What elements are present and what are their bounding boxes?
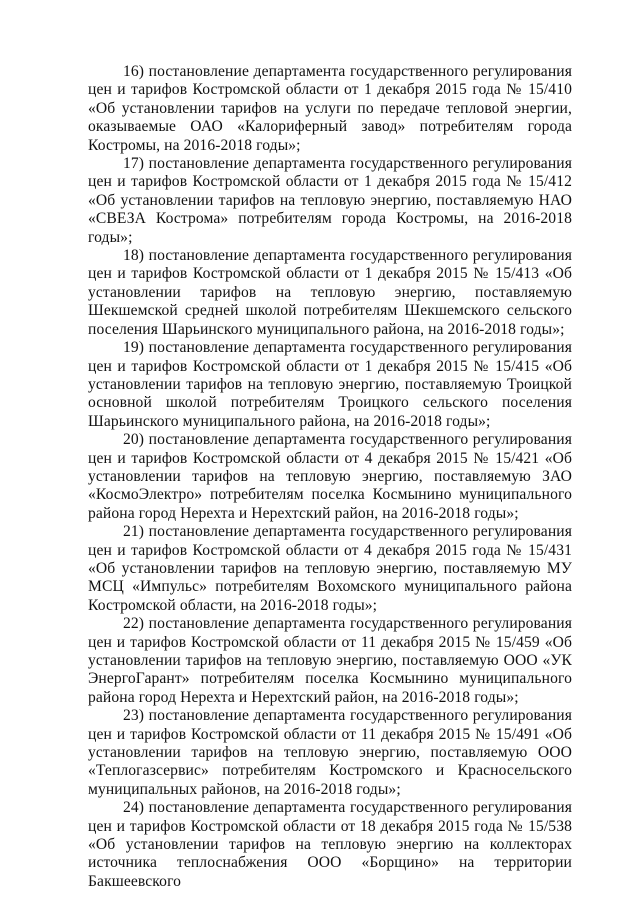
paragraph-item-21: 21) постановление департамента государственного регулирования цен и тарифов Костромской области от 4 декабря 2015 года № 15/431 «Об установлении тарифов на тепловую энергию, поставляемую МУ МСЦ «Импульс» потребителям Вохомского муниципального района Костромской области, на 2016-2018 годы»;: [88, 523, 572, 614]
document-page: [88, 63, 572, 891]
paragraph-item-18: 18) постановление департамента государственного регулирования цен и тарифов Костромской области от 1 декабря 2015 № 15/413 «Об установлении тарифов на тепловую энергию, поставляемую Шекшемской средней школой потребителям Шекшемского сельского поселения Шарьинского муниципального района, на 2016-2018 годы»;: [88, 247, 572, 338]
paragraph-item-19: 19) постановление департамента государственного регулирования цен и тарифов Костромской области от 1 декабря 2015 № 15/415 «Об установлении тарифов на тепловую энергию, поставляемую Троицкой основной школой потребителям Троицкого сельского поселения Шарьинского муниципального района, на 2016-2018 годы»;: [88, 339, 572, 430]
paragraph-item-16: 16) постановление департамента государственного регулирования цен и тарифов Костромской области от 1 декабря 2015 года № 15/410 «Об установлении тарифов на услуги по передаче тепловой энергии, оказываемые ОАО «Калориферный завод» потребителям города Костромы, на 2016-2018 годы»;: [88, 63, 572, 154]
paragraph-item-20: 20) постановление департамента государственного регулирования цен и тарифов Костромской области от 4 декабря 2015 № 15/421 «Об установлении тарифов на тепловую энергию, поставляемую ЗАО «КосмоЭлектро» потребителям поселка Космынино муниципального района город Нерехта и Нерехтский район, на 2016-2018 годы»;: [88, 431, 572, 522]
paragraph-item-17: 17) постановление департамента государственного регулирования цен и тарифов Костромской области от 1 декабря 2015 года № 15/412 «Об установлении тарифов на тепловую энергию, поставляемую НАО «СВЕЗА Кострома» потребителям города Костромы, на 2016-2018 годы»;: [88, 155, 572, 246]
paragraph-item-24: 24) постановление департамента государственного регулирования цен и тарифов Костромской области от 18 декабря 2015 года № 15/538 «Об установлении тарифов на тепловую энергию на коллекторах источника теплоснабжения ООО «Борщино» на территории Бакшеевского: [88, 799, 572, 890]
paragraph-item-22: 22) постановление департамента государственного регулирования цен и тарифов Костромской области от 11 декабря 2015 № 15/459 «Об установлении тарифов на тепловую энергию, поставляемую ООО «УК ЭнергоГарант» потребителям поселка Космынино муниципального района город Нерехта и Нерехтский район, на 2016-2018 годы»;: [88, 615, 572, 706]
paragraph-item-23: 23) постановление департамента государственного регулирования цен и тарифов Костромской области от 11 декабря 2015 № 15/491 «Об установлении тарифов на тепловую энергию, поставляемую ООО «Теплогазсервис» потребителям Костромского и Красносельского муниципальных районов, на 2016-2018 годы»;: [88, 707, 572, 798]
